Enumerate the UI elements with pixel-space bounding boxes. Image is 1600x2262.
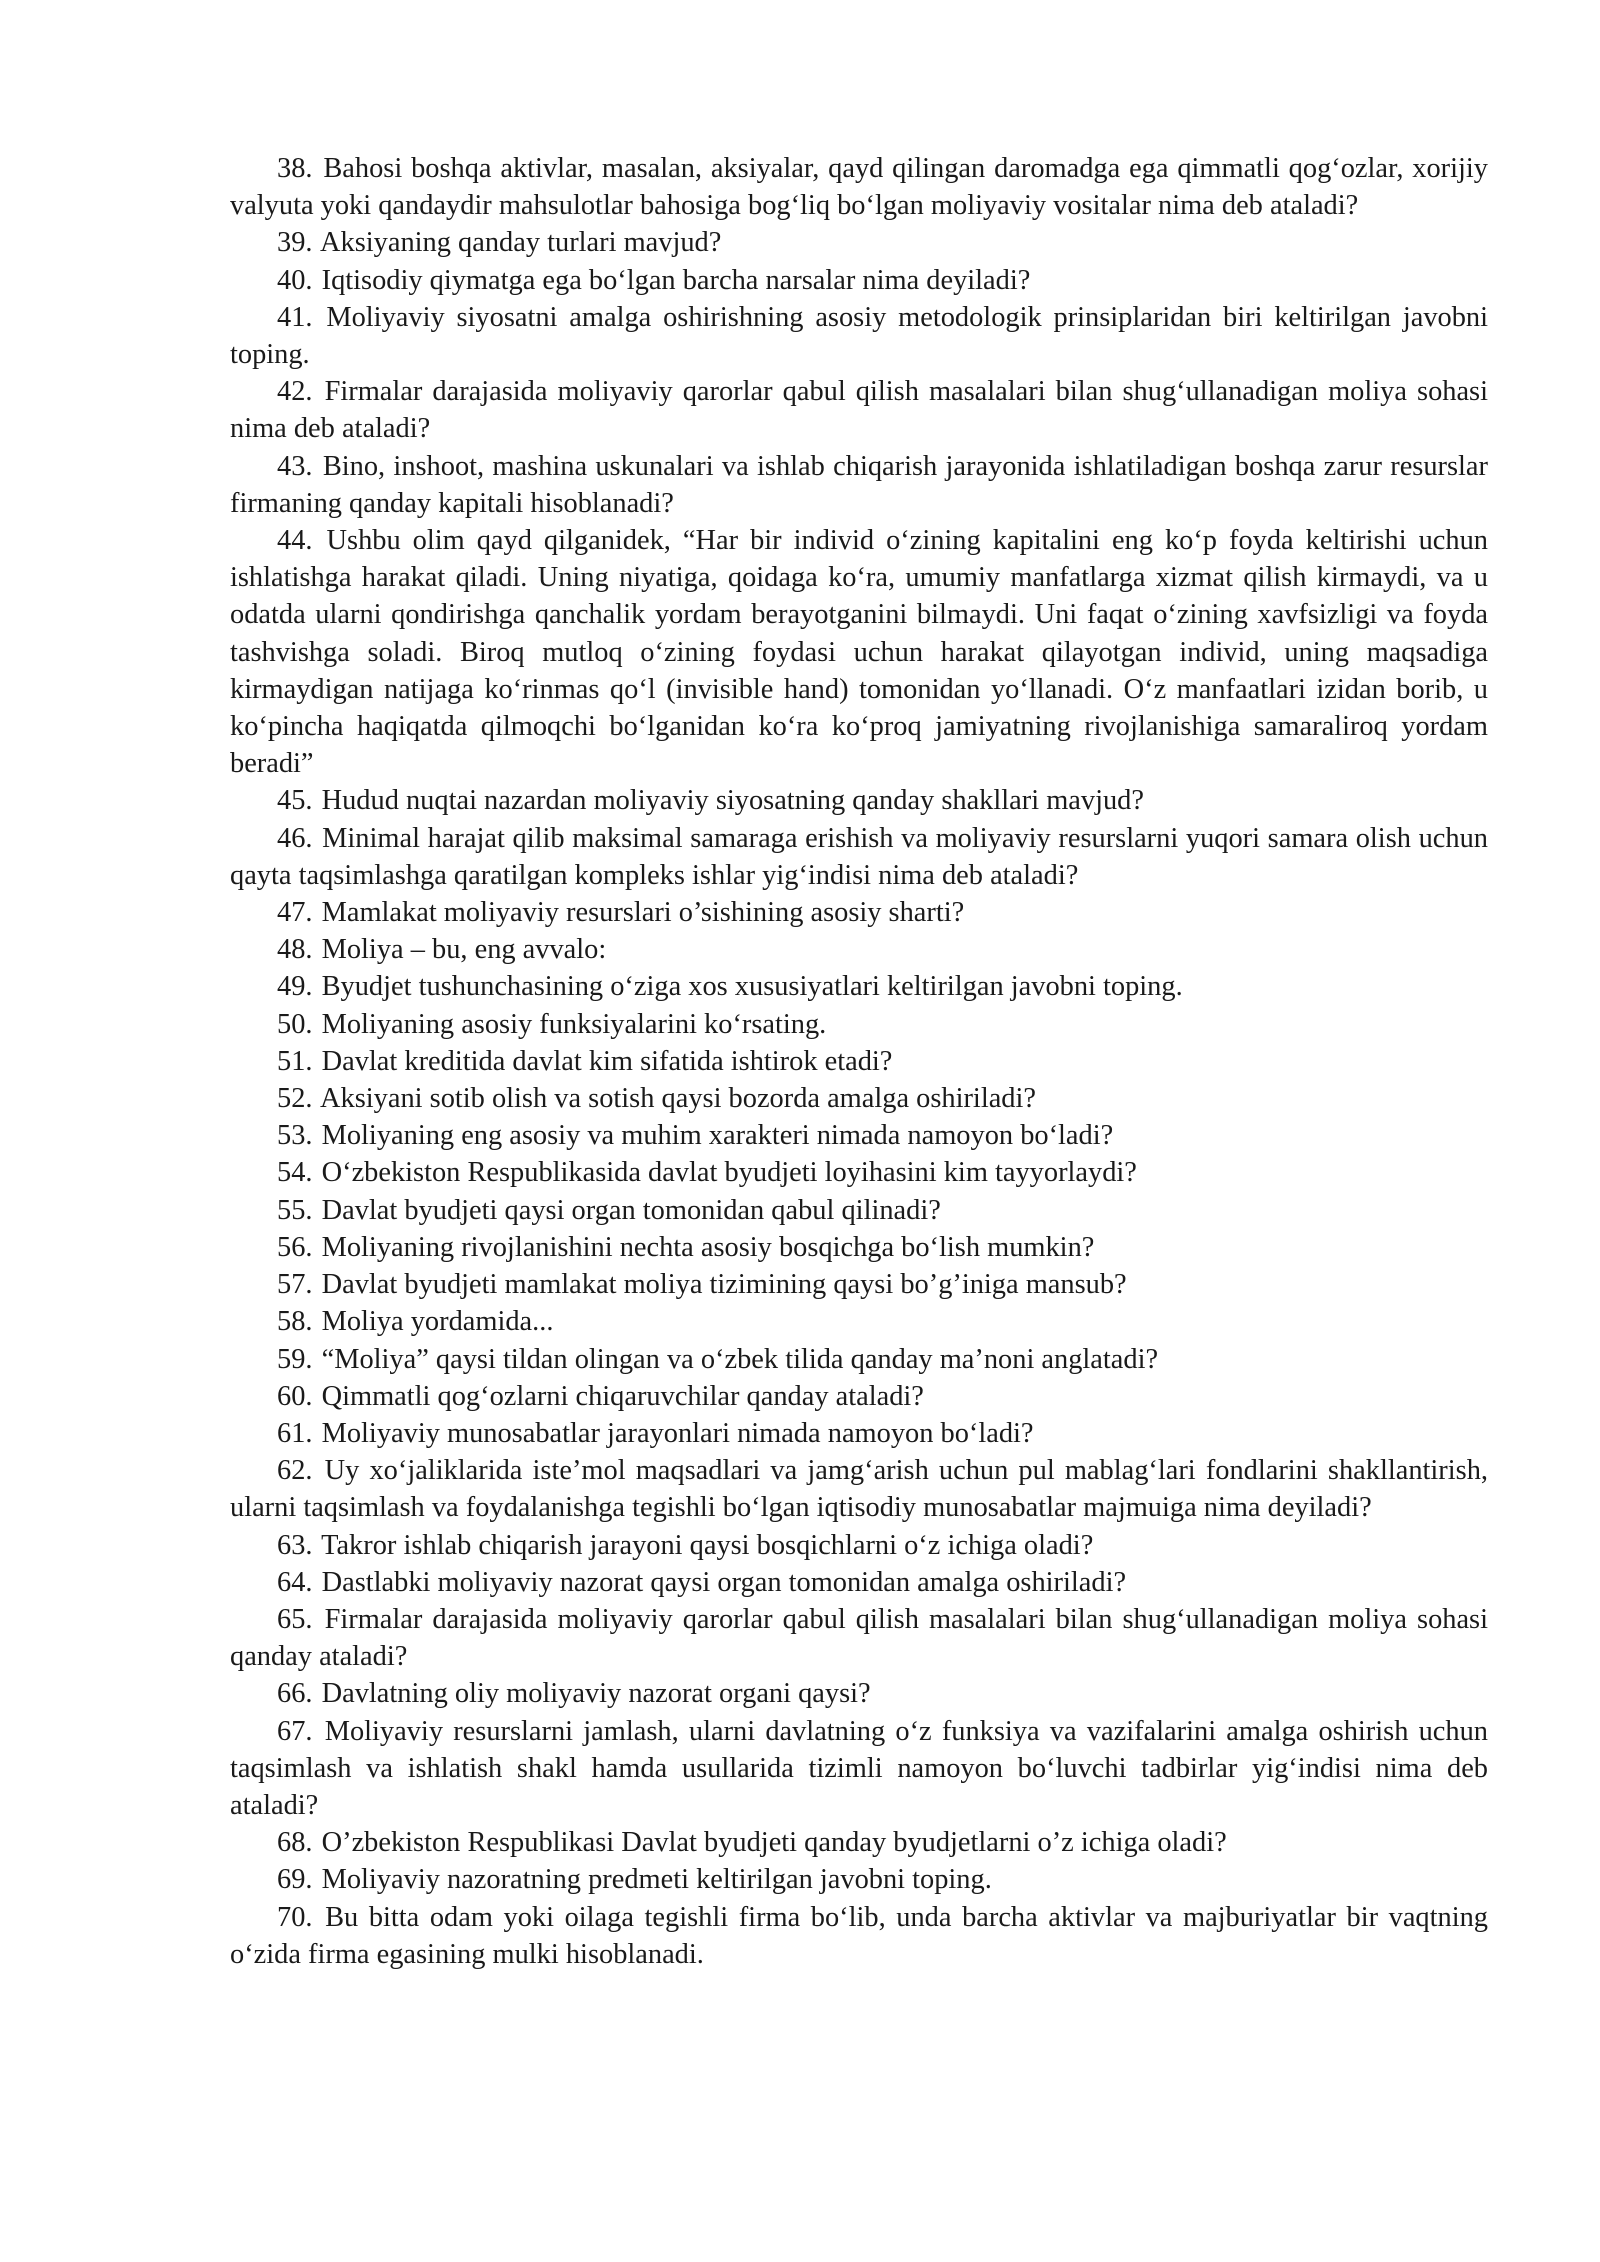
question-text: Davlat kreditida davlat kim sifatida ishtirok etadi? bbox=[321, 1045, 893, 1077]
question-text: Moliya – bu, eng avvalo: bbox=[321, 934, 607, 966]
question-number: 64. bbox=[277, 1566, 313, 1598]
question-number: 40. bbox=[277, 264, 313, 296]
question-item bbox=[230, 931, 1488, 968]
question-text: Uy xo‘jaliklarida iste’mol maqsadlari va jamg‘arish uchun pul mablag‘lari fondlarini shakllantirish, ularni taqsimlash va foydalanishga tegishli bo‘lgan iqtisodiy munosabatlar majmuiga nima deyiladi? bbox=[230, 1455, 1488, 1524]
question-number: 60. bbox=[277, 1380, 313, 1412]
question-item bbox=[230, 1564, 1488, 1601]
question-text: Iqtisodiy qiymatga ega bo‘lgan barcha narsalar nima deyiladi? bbox=[321, 264, 1031, 296]
question-text: Ushbu olim qayd qilganidek, “Har bir individ o‘zining kapitalini eng ko‘p foyda keltirishi uchun ishlatishga harakat qiladi. Uning niyatiga, qoidaga ko‘ra, umumiy manfatlarga xizmat qilish kirmaydi, va u odatda ularni qondirishga qanchalik yordam berayotganini bilmaydi. Uni faqat o‘zining xavfsizligi va foyda tashvishga soladi. Biroq mutloq o‘zining foydasi uchun harakat qilayotgan individ, uning maqsadiga kirmaydigan natijaga ko‘rinmas qo‘l (invisible hand) tomonidan yo‘llanadi. O‘z manfaatlari izidan borib, u ko‘pincha haqiqatda qilmoqchi bo‘lganidan ko‘ra ko‘proq jamiyatning rivojlanishiga samaraliroq yordam beradi” bbox=[230, 525, 1488, 780]
question-item bbox=[230, 224, 1488, 261]
question-number: 38. bbox=[277, 153, 313, 184]
question-text: Davlatning oliy moliyaviy nazorat organi qaysi? bbox=[321, 1678, 871, 1710]
question-text: Moliyaviy siyosatni amalga oshirishning asosiy metodologik prinsiplaridan biri keltirilgan javobni toping. bbox=[230, 301, 1489, 371]
document-page bbox=[230, 150, 1488, 1973]
question-number: 63. bbox=[277, 1529, 313, 1561]
question-number: 44. bbox=[277, 525, 313, 557]
question-number: 56. bbox=[277, 1231, 313, 1263]
question-item bbox=[230, 1080, 1488, 1117]
question-number: 58. bbox=[277, 1306, 313, 1338]
question-text: Moliya yordamida... bbox=[321, 1306, 554, 1338]
question-number: 69. bbox=[277, 1864, 313, 1896]
question-item bbox=[230, 1527, 1488, 1564]
question-number: 47. bbox=[277, 897, 313, 929]
question-number: 39. bbox=[277, 227, 313, 259]
question-number: 65. bbox=[277, 1603, 313, 1635]
question-text: Moliyaviy munosabatlar jarayonlari nimada namoyon bo‘ladi? bbox=[321, 1417, 1034, 1449]
question-text: Moliyaviy nazoratning predmeti keltirilgan javobni toping. bbox=[321, 1864, 992, 1896]
question-item bbox=[230, 1043, 1488, 1080]
question-item bbox=[230, 1899, 1488, 1973]
question-item bbox=[230, 782, 1488, 819]
question-text: Bu bitta odam yoki oilaga tegishli firma bo‘lib, unda barcha aktivlar va majburiyatlar bir vaqtning o‘zida firma egasining mulki hisoblanadi. bbox=[230, 1901, 1488, 1970]
question-text: Minimal harajat qilib maksimal samaraga erishish va moliyaviy resurslarni yuqori samara olish uchun qayta taqsimlashga qaratilgan kompleks ishlar yig‘indisi nima deb ataladi? bbox=[230, 822, 1488, 891]
question-text: O’zbekiston Respublikasi Davlat byudjeti qanday byudjetlarni o’z ichiga oladi? bbox=[321, 1827, 1227, 1859]
question-text: Firmalar darajasida moliyaviy qarorlar qabul qilish masalalari bilan shug‘ullanadigan moliya sohasi nima deb ataladi? bbox=[230, 376, 1488, 445]
question-number: 66. bbox=[277, 1678, 313, 1710]
question-item bbox=[230, 1713, 1488, 1825]
question-text: Davlat byudjeti mamlakat moliya tizimining qaysi bo’g’iniga mansub? bbox=[321, 1269, 1127, 1301]
question-text: Qimmatli qog‘ozlarni chiqaruvchilar qanday ataladi? bbox=[321, 1380, 924, 1412]
question-number: 62. bbox=[277, 1455, 313, 1487]
question-text: Moliyaning asosiy funksiyalarini ko‘rsating. bbox=[321, 1008, 827, 1040]
question-text: Byudjet tushunchasining o‘ziga xos xususiyatlari keltirilgan javobni toping. bbox=[321, 971, 1183, 1003]
question-text: Bino, inshoot, mashina uskunalari va ishlab chiqarish jarayonida ishlatiladigan boshqa zarur resurslar firmaning qanday kapitali hisoblanadi? bbox=[230, 450, 1488, 519]
question-item bbox=[230, 373, 1488, 447]
question-item bbox=[230, 1154, 1488, 1191]
question-item bbox=[230, 299, 1488, 373]
question-item bbox=[230, 1415, 1488, 1452]
question-number: 42. bbox=[277, 376, 313, 408]
question-number: 50. bbox=[277, 1008, 313, 1040]
question-number: 53. bbox=[277, 1120, 313, 1152]
question-text: Dastlabki moliyaviy nazorat qaysi organ tomonidan amalga oshiriladi? bbox=[321, 1566, 1127, 1598]
question-text: Firmalar darajasida moliyaviy qarorlar qabul qilish masalalari bilan shug‘ullanadigan moliya sohasi qanday ataladi? bbox=[230, 1603, 1488, 1673]
question-text: Moliyaning rivojlanishini nechta asosiy bosqichga bo‘lish mumkin? bbox=[321, 1231, 1095, 1263]
question-item bbox=[230, 1675, 1488, 1712]
question-item bbox=[230, 522, 1488, 782]
question-item bbox=[230, 1229, 1488, 1266]
question-item bbox=[230, 262, 1488, 299]
question-item bbox=[230, 1861, 1488, 1898]
question-text: “Moliya” qaysi tildan olingan va o‘zbek tilida qanday ma’noni anglatadi? bbox=[321, 1343, 1159, 1375]
question-number: 59. bbox=[277, 1343, 313, 1375]
question-item bbox=[230, 1824, 1488, 1861]
question-number: 61. bbox=[277, 1417, 313, 1449]
question-number: 68. bbox=[277, 1827, 313, 1859]
question-item bbox=[230, 150, 1488, 224]
question-text: Moliyaviy resurslarni jamlash, ularni davlatning o‘z funksiya va vazifalarini amalga oshirish uchun taqsimlash va ishlatish shakl hamda usullarida tizimli namoyon bo‘luvchi tadbirlar yig‘indisi nima deb ataladi? bbox=[230, 1715, 1488, 1821]
question-number: 67. bbox=[277, 1715, 313, 1747]
question-item bbox=[230, 1006, 1488, 1043]
question-number: 43. bbox=[277, 450, 313, 482]
question-text: Davlat byudjeti qaysi organ tomonidan qabul qilinadi? bbox=[321, 1194, 941, 1226]
question-item bbox=[230, 1452, 1488, 1526]
question-number: 51. bbox=[277, 1045, 313, 1077]
question-number: 49. bbox=[277, 971, 313, 1003]
question-text: Hudud nuqtai nazardan moliyaviy siyosatning qanday shakllari mavjud? bbox=[321, 785, 1144, 817]
question-number: 46. bbox=[277, 822, 313, 854]
question-number: 45. bbox=[277, 785, 313, 817]
question-item bbox=[230, 968, 1488, 1005]
question-number: 41. bbox=[277, 301, 313, 333]
question-item bbox=[230, 1117, 1488, 1154]
question-text: Mamlakat moliyaviy resurslari o’sishining asosiy sharti? bbox=[321, 897, 965, 929]
question-item bbox=[230, 1192, 1488, 1229]
question-number: 57. bbox=[277, 1269, 313, 1301]
question-text: Aksiyani sotib olish va sotish qaysi bozorda amalga oshiriladi? bbox=[320, 1083, 1036, 1115]
question-item bbox=[230, 1378, 1488, 1415]
question-item bbox=[230, 1601, 1488, 1675]
question-number: 54. bbox=[277, 1157, 313, 1189]
question-item bbox=[230, 820, 1488, 894]
question-text: Moliyaning eng asosiy va muhim xarakteri nimada namoyon bo‘ladi? bbox=[321, 1120, 1114, 1152]
question-item bbox=[230, 894, 1488, 931]
question-number: 48. bbox=[277, 934, 313, 966]
question-number: 52. bbox=[277, 1083, 313, 1115]
question-number: 55. bbox=[277, 1194, 313, 1226]
question-item bbox=[230, 1303, 1488, 1340]
question-text: Bahosi boshqa aktivlar, masalan, aksiyalar, qayd qilingan daromadga ega qimmatli qog‘ozlar, xorijiy valyuta yoki qandaydir mahsulotlar bahosiga bog‘liq bo‘lgan moliyaviy vositalar nima deb ataladi? bbox=[230, 153, 1488, 222]
question-item bbox=[230, 1266, 1488, 1303]
question-item bbox=[230, 448, 1488, 522]
question-text: Takror ishlab chiqarish jarayoni qaysi bosqichlarni o‘z ichiga oladi? bbox=[321, 1529, 1094, 1561]
question-number: 70. bbox=[277, 1901, 313, 1933]
question-item bbox=[230, 1341, 1488, 1378]
question-text: O‘zbekiston Respublikasida davlat byudjeti loyihasini kim tayyorlaydi? bbox=[321, 1157, 1137, 1189]
question-text: Aksiyaning qanday turlari mavjud? bbox=[320, 227, 722, 259]
